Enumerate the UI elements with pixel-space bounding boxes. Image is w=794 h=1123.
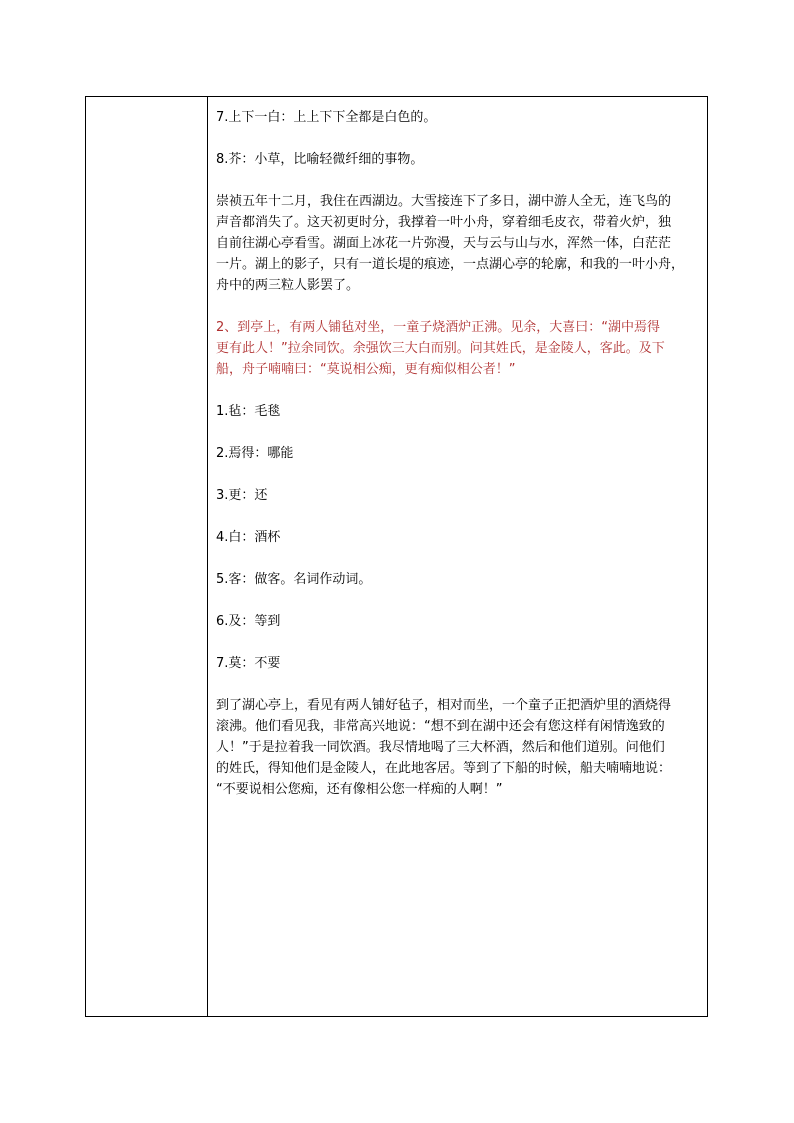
text-line: 4.白：酒杯 (216, 530, 281, 545)
highlighted-paragraph (216, 317, 703, 380)
text-line: 崇祯五年十二月，我住在西湖边。大雪接连下了多日，湖中游人全无，连飞鸟的 (216, 194, 672, 209)
text-line: 6.及：等到 (216, 614, 281, 629)
paragraph (216, 149, 703, 170)
text-line: 自前往湖心亭看雪。湖面上冰花一片弥漫，天与云与山与水，浑然一体，白茫茫 (216, 236, 672, 251)
text-line: 声音都消失了。这天初更时分，我撑着一叶小舟，穿着细毛皮衣，带着火炉，独 (216, 215, 672, 230)
paragraph (216, 611, 703, 632)
paragraph (216, 443, 703, 464)
paragraph (216, 569, 703, 590)
text-line: 到了湖心亭上，看见有两人铺好毡子，相对而坐，一个童子正把酒炉里的酒烧得 (216, 698, 672, 713)
table-content-cell (208, 97, 707, 1016)
text-line: 2、到亭上，有两人铺毡对坐，一童子烧酒炉正沸。见余，大喜曰：“湖中焉得 (216, 320, 661, 335)
paragraph (216, 191, 703, 296)
table-left-cell (86, 97, 208, 1016)
text-line: 3.更：还 (216, 488, 268, 503)
text-line: 5.客：做客。名词作动词。 (216, 572, 372, 587)
paragraph (216, 107, 703, 128)
paragraph (216, 485, 703, 506)
paragraph (216, 653, 703, 674)
paragraph (216, 401, 703, 422)
text-line: 舟中的两三粒人影罢了。 (216, 278, 360, 293)
paragraph (216, 695, 703, 800)
text-line: 更有此人！”拉余同饮。余强饮三大白而别。问其姓氏，是金陵人，客此。及下 (216, 341, 665, 356)
text-line: 7.莫：不要 (216, 656, 281, 671)
text-line: 一片。湖上的影子，只有一道长堤的痕迹，一点湖心亭的轮廓，和我的一叶小舟， (216, 257, 685, 272)
text-line: 船，舟子喃喃曰：“莫说相公痴，更有痴似相公者！” (216, 362, 516, 377)
text-line: 2.焉得：哪能 (216, 446, 294, 461)
text-line: 8.芥：小草，比喻轻微纤细的事物。 (216, 152, 424, 167)
text-line: 人！”于是拉着我一同饮酒。我尽情地喝了三大杯酒，然后和他们道别。问他们 (216, 740, 665, 755)
text-line: 7.上下一白：上上下下全都是白色的。 (216, 110, 437, 125)
document-table (85, 96, 708, 1017)
text-line: 的姓氏，得知他们是金陵人，在此地客居。等到了下船的时候，船夫喃喃地说： (216, 761, 672, 776)
text-line: 滚沸。他们看见我，非常高兴地说：“想不到在湖中还会有您这样有闲情逸致的 (216, 719, 665, 734)
text-line: “不要说相公您痴，还有像相公您一样痴的人啊！” (216, 782, 503, 797)
text-line: 1.毡：毛毯 (216, 404, 281, 419)
paragraph (216, 527, 703, 548)
